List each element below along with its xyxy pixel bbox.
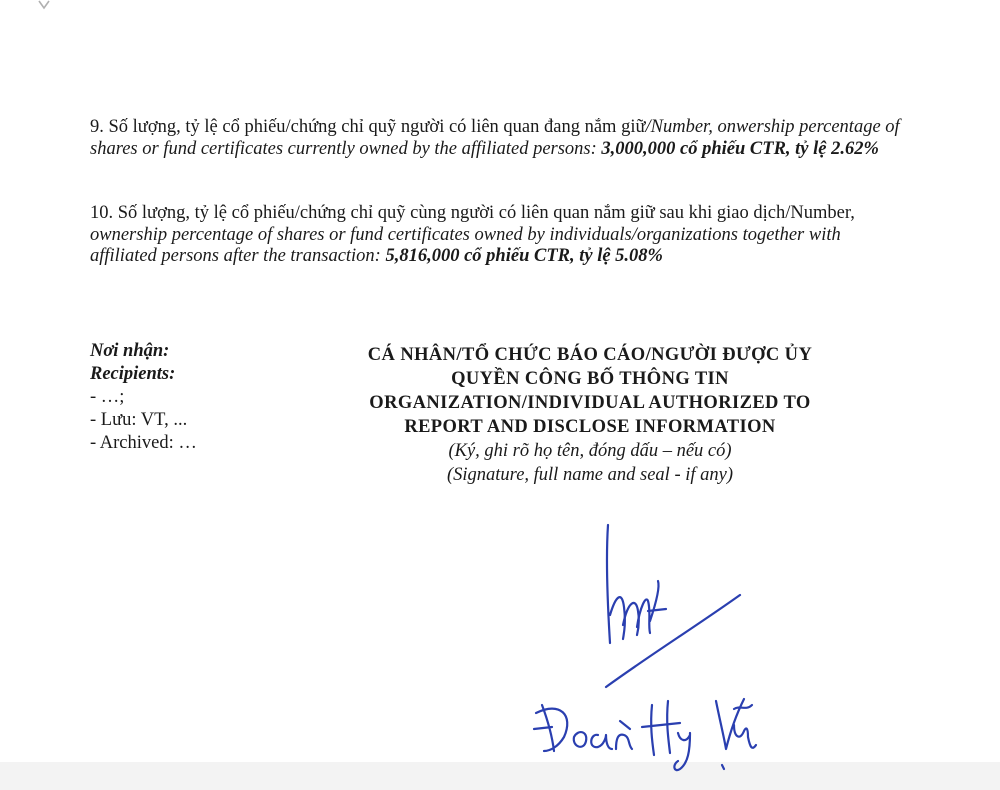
item-text-en: /Number, onwership percentage of shares or fund certificates currently owned by the affiliated persons:	[90, 117, 900, 159]
item-value: 3,000,000 cổ phiếu CTR, tỷ lệ 2.62%	[601, 138, 879, 159]
signature-stroke	[606, 595, 740, 687]
item-number: 9.	[90, 117, 104, 137]
signer-title-line: QUYỀN CÔNG BỐ THÔNG TIN	[451, 369, 729, 389]
recipient-line: - Lưu: VT, ...	[90, 410, 188, 430]
item-number: 10.	[90, 203, 114, 223]
signature-stroke	[674, 733, 690, 770]
signature-stroke	[616, 721, 632, 749]
signature-stroke	[722, 765, 724, 769]
signer-title-line: CÁ NHÂN/TỔ CHỨC BÁO CÁO/NGƯỜI ĐƯỢC ỦY	[367, 345, 813, 365]
signature-stroke	[534, 705, 567, 751]
signature-note-en: (Signature, full name and seal - if any)	[446, 465, 734, 485]
signature-stroke	[607, 525, 610, 643]
recipients-heading-vi: Nơi nhận:	[90, 341, 170, 361]
item-value: 5,816,000 cổ phiếu CTR, tỷ lệ 5.08%	[385, 246, 663, 266]
signature-stroke	[623, 603, 639, 635]
signature-stroke	[591, 735, 612, 749]
recipient-line: - …;	[90, 387, 125, 407]
item-10	[90, 203, 910, 268]
scan-mark-icon	[36, 0, 52, 12]
signature-stroke	[610, 597, 625, 639]
recipients-block	[90, 340, 330, 455]
signer-title-line: ORGANIZATION/INDIVIDUAL AUTHORIZED TO	[369, 393, 811, 413]
handwritten-signature	[520, 515, 780, 775]
item-text-vi: Số lượng, tỷ lệ cổ phiếu/chứng chỉ quỹ người có liên quan đang nắm giữ	[108, 117, 646, 137]
item-text-vi: Số lượng, tỷ lệ cổ phiếu/chứng chỉ quỹ cùng người có liên quan nắm giữ sau khi giao dịch/Number,	[117, 203, 855, 223]
signature-stroke	[642, 701, 680, 755]
item-9	[90, 117, 910, 160]
signature-note-vi: (Ký, ghi rõ họ tên, đóng dấu – nếu có)	[448, 441, 732, 461]
recipient-line: - Archived: …	[90, 433, 197, 453]
item-text-en: ownership percentage of shares or fund certificates owned by individuals/organizations together with affiliated persons after the transaction:	[90, 224, 841, 266]
signer-block	[330, 343, 850, 487]
recipients-heading-en: Recipients:	[90, 364, 176, 384]
signature-stroke	[648, 581, 666, 621]
signer-title-line: REPORT AND DISCLOSE INFORMATION	[404, 417, 776, 437]
signature-stroke	[574, 732, 586, 747]
